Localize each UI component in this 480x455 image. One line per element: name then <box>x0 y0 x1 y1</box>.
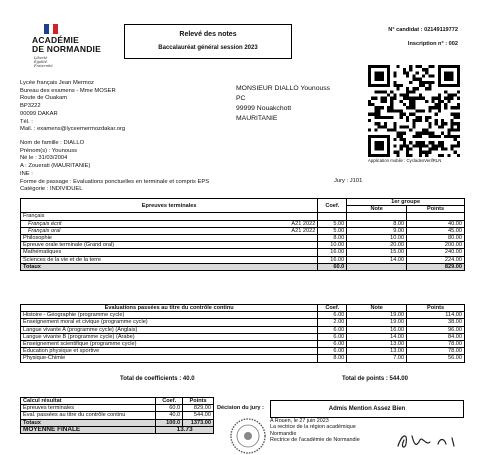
table-row: Français oral A21 2022 5.00 9.00 45.00 <box>21 227 465 234</box>
jury-decision-value: Admis Mention Assez Bien <box>328 406 406 412</box>
table-row: Epreuves terminales 60.0 829.00 <box>21 405 214 412</box>
calc-total-row: Totaux 100.0 1373.00 <box>21 419 214 426</box>
jury-number: Jury : J101 <box>334 178 363 184</box>
handwritten-signature-icon <box>394 428 464 452</box>
candidate-number: N° candidat : 02149119772 <box>388 27 458 33</box>
table-row: Langue vivante A (programme cycle) (Anglais) 6.00 16.00 96.00 <box>21 326 465 333</box>
table-row: Enseignement moral et civique (programme cycle) 2.00 19.00 38.00 <box>21 319 465 326</box>
calc-coef-header: Coef. <box>156 398 183 405</box>
cc-coef-header: Coef. <box>318 305 347 312</box>
document-title-box <box>124 24 292 59</box>
qr-caption: Application mobile : CycladesVerifRLN <box>368 158 442 163</box>
total-coefficients: Total de coefficients : 40.0 <box>120 376 195 382</box>
table-row: Langue vivante B (programme cycle) (Arabe) 6.00 14.00 84.00 <box>21 333 465 340</box>
result-calc-table <box>20 397 214 434</box>
continuous-assessment-table <box>20 304 465 363</box>
table-row: Physique-Chimie 8.00 7.00 56.00 <box>21 355 465 362</box>
cc-note-header: Note <box>347 305 407 312</box>
continuous-title: Evaluations passées au titre du contrôle continu <box>21 305 318 312</box>
republic-motto: Liberté Égalité Fraternité <box>34 56 53 68</box>
table-row: Français écrit A21 2022 5.00 8.00 40.00 <box>21 220 465 227</box>
table-row: Philosophie 8.00 10.00 80.00 <box>21 235 465 242</box>
official-seal-icon <box>228 416 268 455</box>
points-header: Points <box>407 206 465 213</box>
note-header: Note <box>347 206 407 213</box>
table-row: Mathématiques 16.00 15.00 240.00 <box>21 249 465 256</box>
qr-code-icon <box>368 65 460 157</box>
terminal-title: Epreuves terminales <box>21 199 318 213</box>
table-row: Histoire - Géographie (programme cycle) 6.00 19.00 114.00 <box>21 312 465 319</box>
table-row: Enseignement scientifique (programme cycle) 6.00 13.00 78.00 <box>21 341 465 348</box>
calc-points-header: Points <box>183 398 214 405</box>
table-row: Français <box>21 213 465 220</box>
table-row: Sciences de la vie et de la terre 16.00 14.00 224.00 <box>21 256 465 263</box>
jury-decision-box <box>270 400 464 418</box>
group-header: 1er groupe <box>347 199 465 206</box>
table-row: Eval. passées au titre du contrôle continu 40.0 544.00 <box>21 412 214 419</box>
signature-block: A Rouen, le 27 juin 2023 La rectrice de la région académique Normandie Rectrice de l'académie de Normandie <box>270 418 360 444</box>
calc-title: Calcul résultat <box>21 398 156 405</box>
candidate-ids <box>388 23 458 51</box>
recipient-address: MONSIEUR DIALLO Younouss PC 99999 Nouakchott MAURITANIE <box>236 85 331 122</box>
table-row: Education physique et sportive 6.00 13.00 78.00 <box>21 348 465 355</box>
candidate-info: Nom de famille : DIALLO Prénom(s) : Younouss Né le : 31/03/2004 A : Zouerati (MAURITANIE) INE : Forme de passage : Evaluations ponctuelles en terminale et compris EPS Catégorie : INDIVIDUEL <box>20 140 210 193</box>
final-average-value: 13.73 <box>156 426 214 433</box>
table-row: Epreuve orale terminale (Grand oral) 10.00 20.00 200.00 <box>21 242 465 249</box>
cc-points-header: Points <box>407 305 465 312</box>
academy-name: ACADÉMIE DE NORMANDIE <box>32 35 101 54</box>
jury-decision-label: Décision du jury : <box>217 405 264 411</box>
total-points: Total de points : 544.00 <box>342 376 408 382</box>
registration-number: Inscription n° : 002 <box>407 41 458 47</box>
coef-header: Coef. <box>318 199 347 213</box>
final-average-row: MOYENNE FINALE 13.73 <box>21 426 214 433</box>
school-address: Lycée français Jean Mermoz Bureau des examens - Mme MOSER Route de Ouakam BP3222 00099 DAKAR Tél. : Mail. : examens@lyceemermozdakar.org <box>20 80 126 133</box>
terminal-exams-table <box>20 198 465 271</box>
document-subtitle: Baccalauréat général session 2023 <box>158 45 258 51</box>
document-title: Relevé des notes <box>179 31 237 38</box>
marianne-logo <box>44 24 58 34</box>
terminal-total-row: Totaux 60.0 829.00 <box>21 263 465 270</box>
